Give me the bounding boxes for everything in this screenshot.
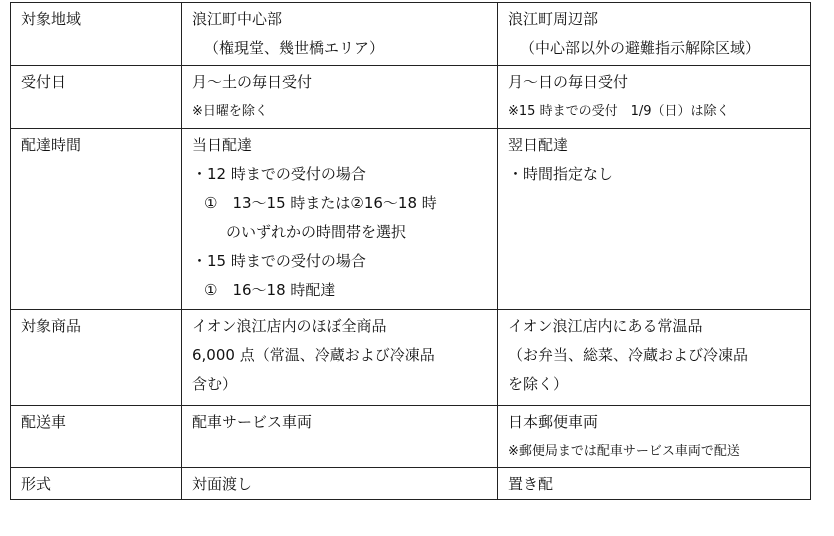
row-label: 対象地域 [21,10,82,28]
row-label-cell [11,66,182,129]
cell-line: 浪江町周辺部 [508,10,599,28]
row-label-cell [11,129,182,310]
cell-line: 6,000 点（常温、冷蔵および冷凍品 [192,346,435,364]
cell-line: ① 16～18 時配達 [204,281,336,299]
center-area-cell [182,129,498,310]
cell-note: ※15 時までの受付 1/9（日）は除く [508,104,730,119]
table-row-reception-days [11,66,811,129]
table-row-delivery-time [11,129,811,310]
outer-area-cell [498,3,811,66]
row-label-cell [11,468,182,500]
outer-area-cell [498,129,811,310]
outer-area-cell [498,468,811,500]
cell-line: ・12 時までの受付の場合 [192,165,366,183]
row-label: 配達時間 [21,136,82,154]
outer-area-cell [498,310,811,406]
cell-line: 翌日配達 [508,136,569,154]
cell-note: ※日曜を除く [192,104,268,119]
center-area-cell [182,468,498,500]
table-row-products [11,310,811,406]
table-row-area [11,3,811,66]
cell-line: ① 13～15 時または②16～18 時 [204,194,437,212]
cell-line: ・時間指定なし [508,165,614,183]
cell-line: を除く） [508,375,569,393]
cell-line: 置き配 [508,475,554,493]
cell-line: イオン浪江店内にある常温品 [508,317,703,335]
row-label: 配送車 [21,413,67,431]
outer-area-cell [498,406,811,468]
row-label-cell [11,406,182,468]
cell-line: （中心部以外の避難指示解除区域） [520,39,761,57]
row-label: 受付日 [21,73,67,91]
center-area-cell [182,406,498,468]
center-area-cell [182,66,498,129]
cell-line: 配車サービス車両 [192,413,313,431]
cell-line: （お弁当、総菜、冷蔵および冷凍品 [508,346,749,364]
cell-line: 月～土の毎日受付 [192,73,313,91]
row-label-cell [11,3,182,66]
center-area-cell [182,310,498,406]
row-label-cell [11,310,182,406]
cell-line: 含む） [192,375,238,393]
cell-line: 対面渡し [192,475,253,493]
cell-line: 当日配達 [192,136,253,154]
cell-line: 浪江町中心部 [192,10,283,28]
row-label: 対象商品 [21,317,82,335]
cell-line: イオン浪江店内のほぼ全商品 [192,317,387,335]
delivery-comparison-table [10,2,811,500]
table-row-format [11,468,811,500]
outer-area-cell [498,66,811,129]
cell-line: ・15 時までの受付の場合 [192,252,366,270]
cell-line: のいずれかの時間帯を選択 [226,223,407,241]
row-label: 形式 [21,475,52,493]
cell-line: （権現堂、幾世橋エリア） [204,39,385,57]
table-row-vehicle [11,406,811,468]
cell-line: 月～日の毎日受付 [508,73,629,91]
cell-line: 日本郵便車両 [508,413,599,431]
cell-note: ※郵便局までは配車サービス車両で配送 [508,444,740,459]
center-area-cell [182,3,498,66]
